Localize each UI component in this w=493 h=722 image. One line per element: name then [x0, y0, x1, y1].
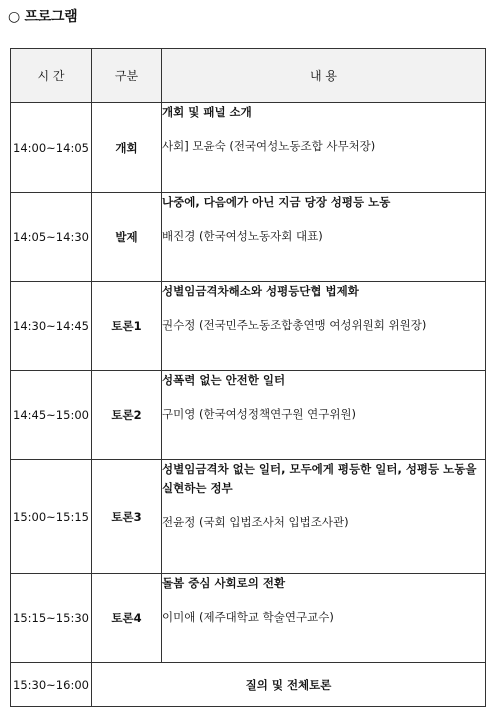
- row-time: 14:45~15:00: [11, 371, 92, 460]
- session-speaker: 배진경 (한국여성노동자회 대표): [162, 229, 323, 243]
- row-category: 토론2: [92, 371, 162, 460]
- table-row-final: [11, 663, 486, 707]
- row-content: [162, 460, 486, 574]
- table-row: [11, 103, 486, 193]
- row-time: 14:00~14:05: [11, 103, 92, 193]
- table-header-row: [11, 49, 486, 103]
- row-content: [162, 193, 486, 282]
- session-title: 성별임금격차 없는 일터, 모두에게 평등한 일터, 성평등 노동을 실현하는 정부: [162, 462, 477, 495]
- header-time: 시 간: [11, 49, 92, 103]
- session-title: 성별임금격차해소와 성평등단협 법제화: [162, 284, 359, 298]
- row-category: 토론3: [92, 460, 162, 574]
- row-category: 발제: [92, 193, 162, 282]
- program-table: [10, 48, 486, 707]
- row-time: 15:30~16:00: [11, 663, 92, 707]
- table-row: [11, 282, 486, 371]
- session-speaker: 권수정 (전국민주노동조합총연맹 여성위원회 위원장): [162, 318, 427, 332]
- table-row: [11, 460, 486, 574]
- header-category: 구분: [92, 49, 162, 103]
- row-content: [162, 103, 486, 193]
- row-time: 15:00~15:15: [11, 460, 92, 574]
- discussion-cell: 질의 및 전체토론: [92, 663, 486, 707]
- table-row: [11, 574, 486, 663]
- page-heading: ○ 프로그램: [8, 9, 78, 25]
- row-time: 14:05~14:30: [11, 193, 92, 282]
- session-speaker: 구미영 (한국여성정책연구원 연구위원): [162, 407, 357, 421]
- row-category: 토론4: [92, 574, 162, 663]
- row-time: 14:30~14:45: [11, 282, 92, 371]
- session-title: 나중에, 다음에가 아닌 지금 당장 성평등 노동: [162, 195, 391, 209]
- session-title: 성폭력 없는 안전한 일터: [162, 373, 286, 387]
- table-row: [11, 193, 486, 282]
- session-title: 개회 및 패널 소개: [162, 105, 252, 119]
- header-content: 내 용: [162, 49, 486, 103]
- row-category: 토론1: [92, 282, 162, 371]
- row-content: [162, 282, 486, 371]
- session-speaker: 사회] 모윤숙 (전국여성노동조합 사무처장): [162, 139, 376, 153]
- session-title: 돌봄 중심 사회로의 전환: [162, 576, 286, 590]
- row-time: 15:15~15:30: [11, 574, 92, 663]
- row-content: [162, 574, 486, 663]
- table-row: [11, 371, 486, 460]
- session-speaker: 전윤정 (국회 입법조사처 입법조사관): [162, 515, 349, 529]
- row-category: 개회: [92, 103, 162, 193]
- session-speaker: 이미애 (제주대학교 학술연구교수): [162, 610, 334, 624]
- row-content: [162, 371, 486, 460]
